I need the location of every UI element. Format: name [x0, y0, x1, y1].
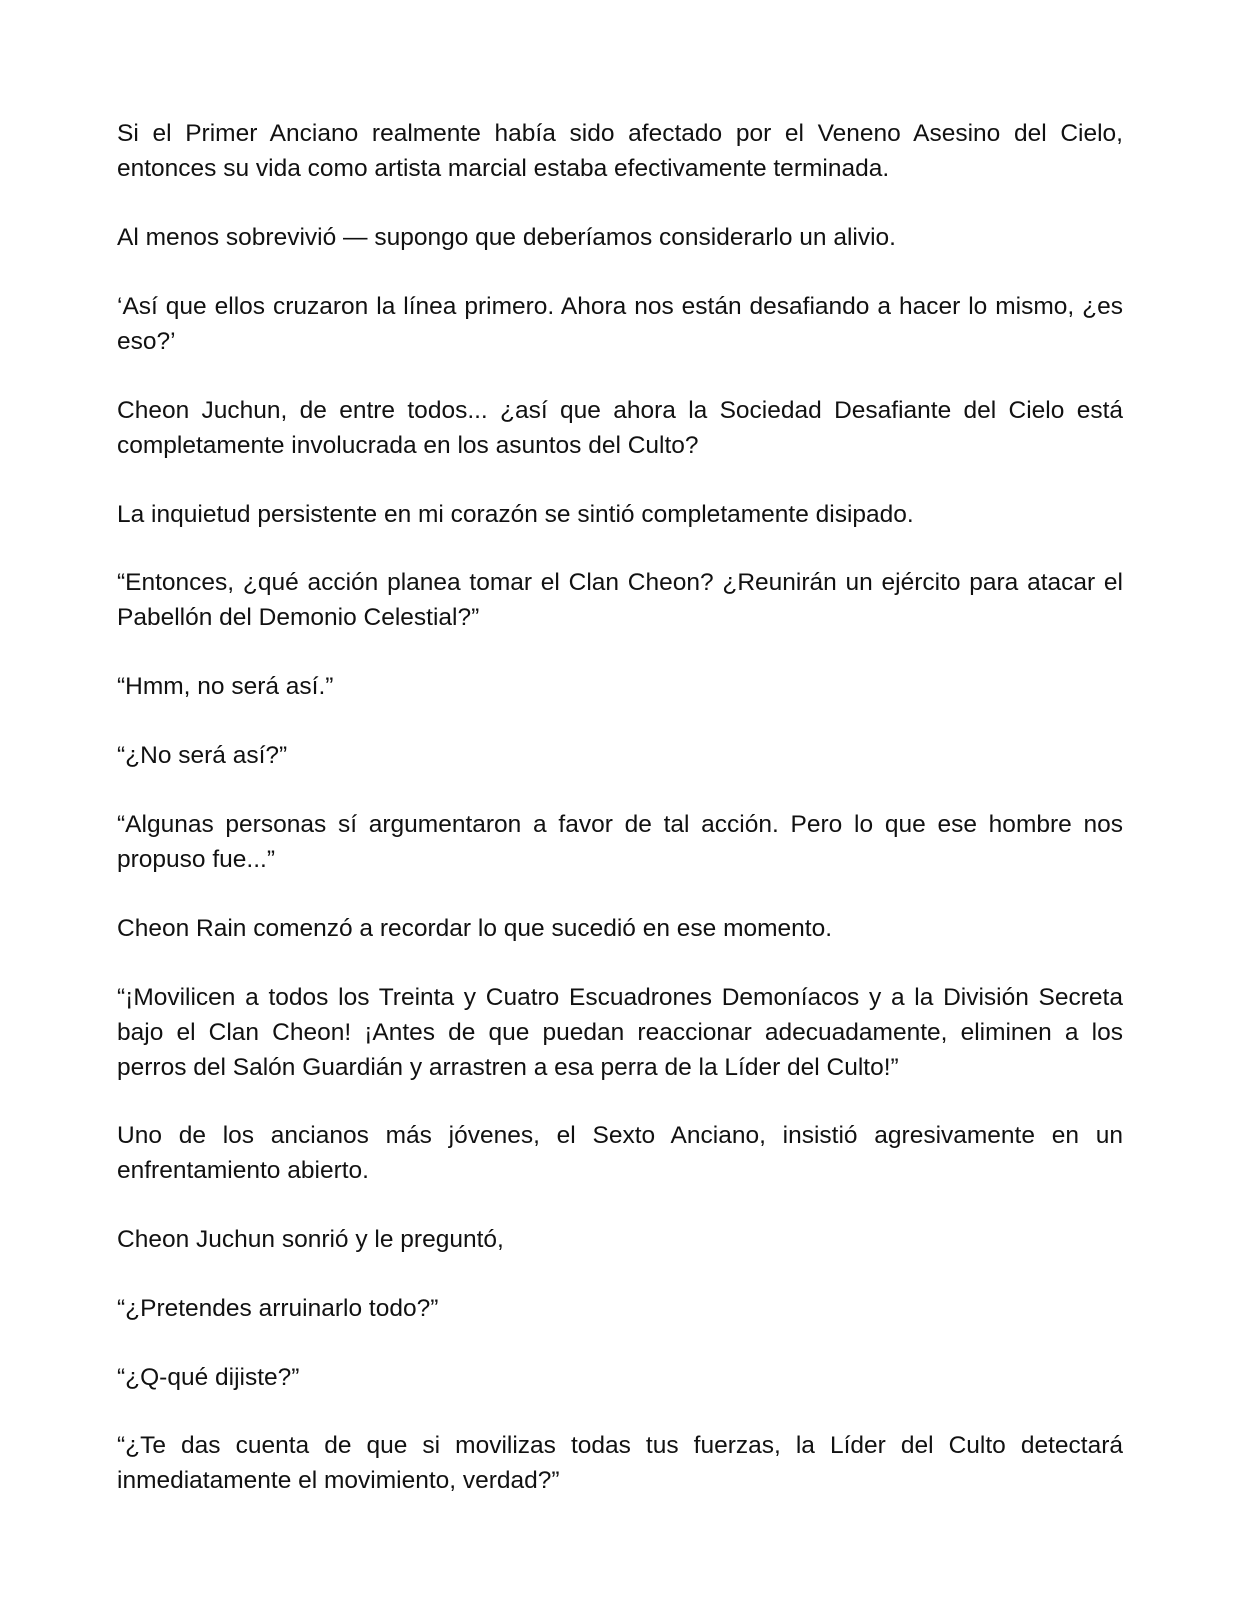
- paragraph: “¿Pretendes arruinarlo todo?”: [117, 1295, 439, 1322]
- paragraph: Si el Primer Anciano realmente había sido afectado por el Veneno Asesino del Cielo, entonces su vida como artista marcial estaba efectivamente terminada.: [117, 120, 1123, 182]
- paragraph: ‘Así que ellos cruzaron la línea primero. Ahora nos están desafiando a hacer lo mismo, ¿es eso?’: [117, 293, 1123, 355]
- paragraph: “¿Q-qué dijiste?”: [117, 1364, 300, 1391]
- paragraph: “¡Movilicen a todos los Treinta y Cuatro Escuadrones Demoníacos y a la División Secreta bajo el Clan Cheon! ¡Antes de que puedan reaccionar adecuadamente, eliminen a los perros del Salón Guardián y arrastren a esa perra de la Líder del Culto!”: [117, 984, 1123, 1081]
- paragraph: La inquietud persistente en mi corazón se sintió completamente disipado.: [117, 501, 914, 528]
- paragraph: Cheon Rain comenzó a recordar lo que sucedió en ese momento.: [117, 915, 832, 942]
- paragraph: Uno de los ancianos más jóvenes, el Sexto Anciano, insistió agresivamente en un enfrentamiento abierto.: [117, 1122, 1123, 1184]
- paragraph: “Entonces, ¿qué acción planea tomar el Clan Cheon? ¿Reunirán un ejército para atacar el Pabellón del Demonio Celestial?”: [117, 569, 1123, 631]
- paragraph: Al menos sobrevivió — supongo que deberíamos considerarlo un alivio.: [117, 224, 896, 251]
- paragraph: Cheon Juchun, de entre todos... ¿así que ahora la Sociedad Desafiante del Cielo está completamente involucrada en los asuntos del Culto?: [117, 397, 1123, 459]
- paragraph: “Algunas personas sí argumentaron a favor de tal acción. Pero lo que ese hombre nos propuso fue...”: [117, 811, 1123, 873]
- paragraph: “Hmm, no será así.”: [117, 673, 334, 700]
- paragraph: “¿No será así?”: [117, 742, 288, 769]
- paragraph: Cheon Juchun sonrió y le preguntó,: [117, 1226, 504, 1253]
- paragraph: “¿Te das cuenta de que si movilizas todas tus fuerzas, la Líder del Culto detectará inmediatamente el movimiento, verdad?”: [117, 1432, 1123, 1494]
